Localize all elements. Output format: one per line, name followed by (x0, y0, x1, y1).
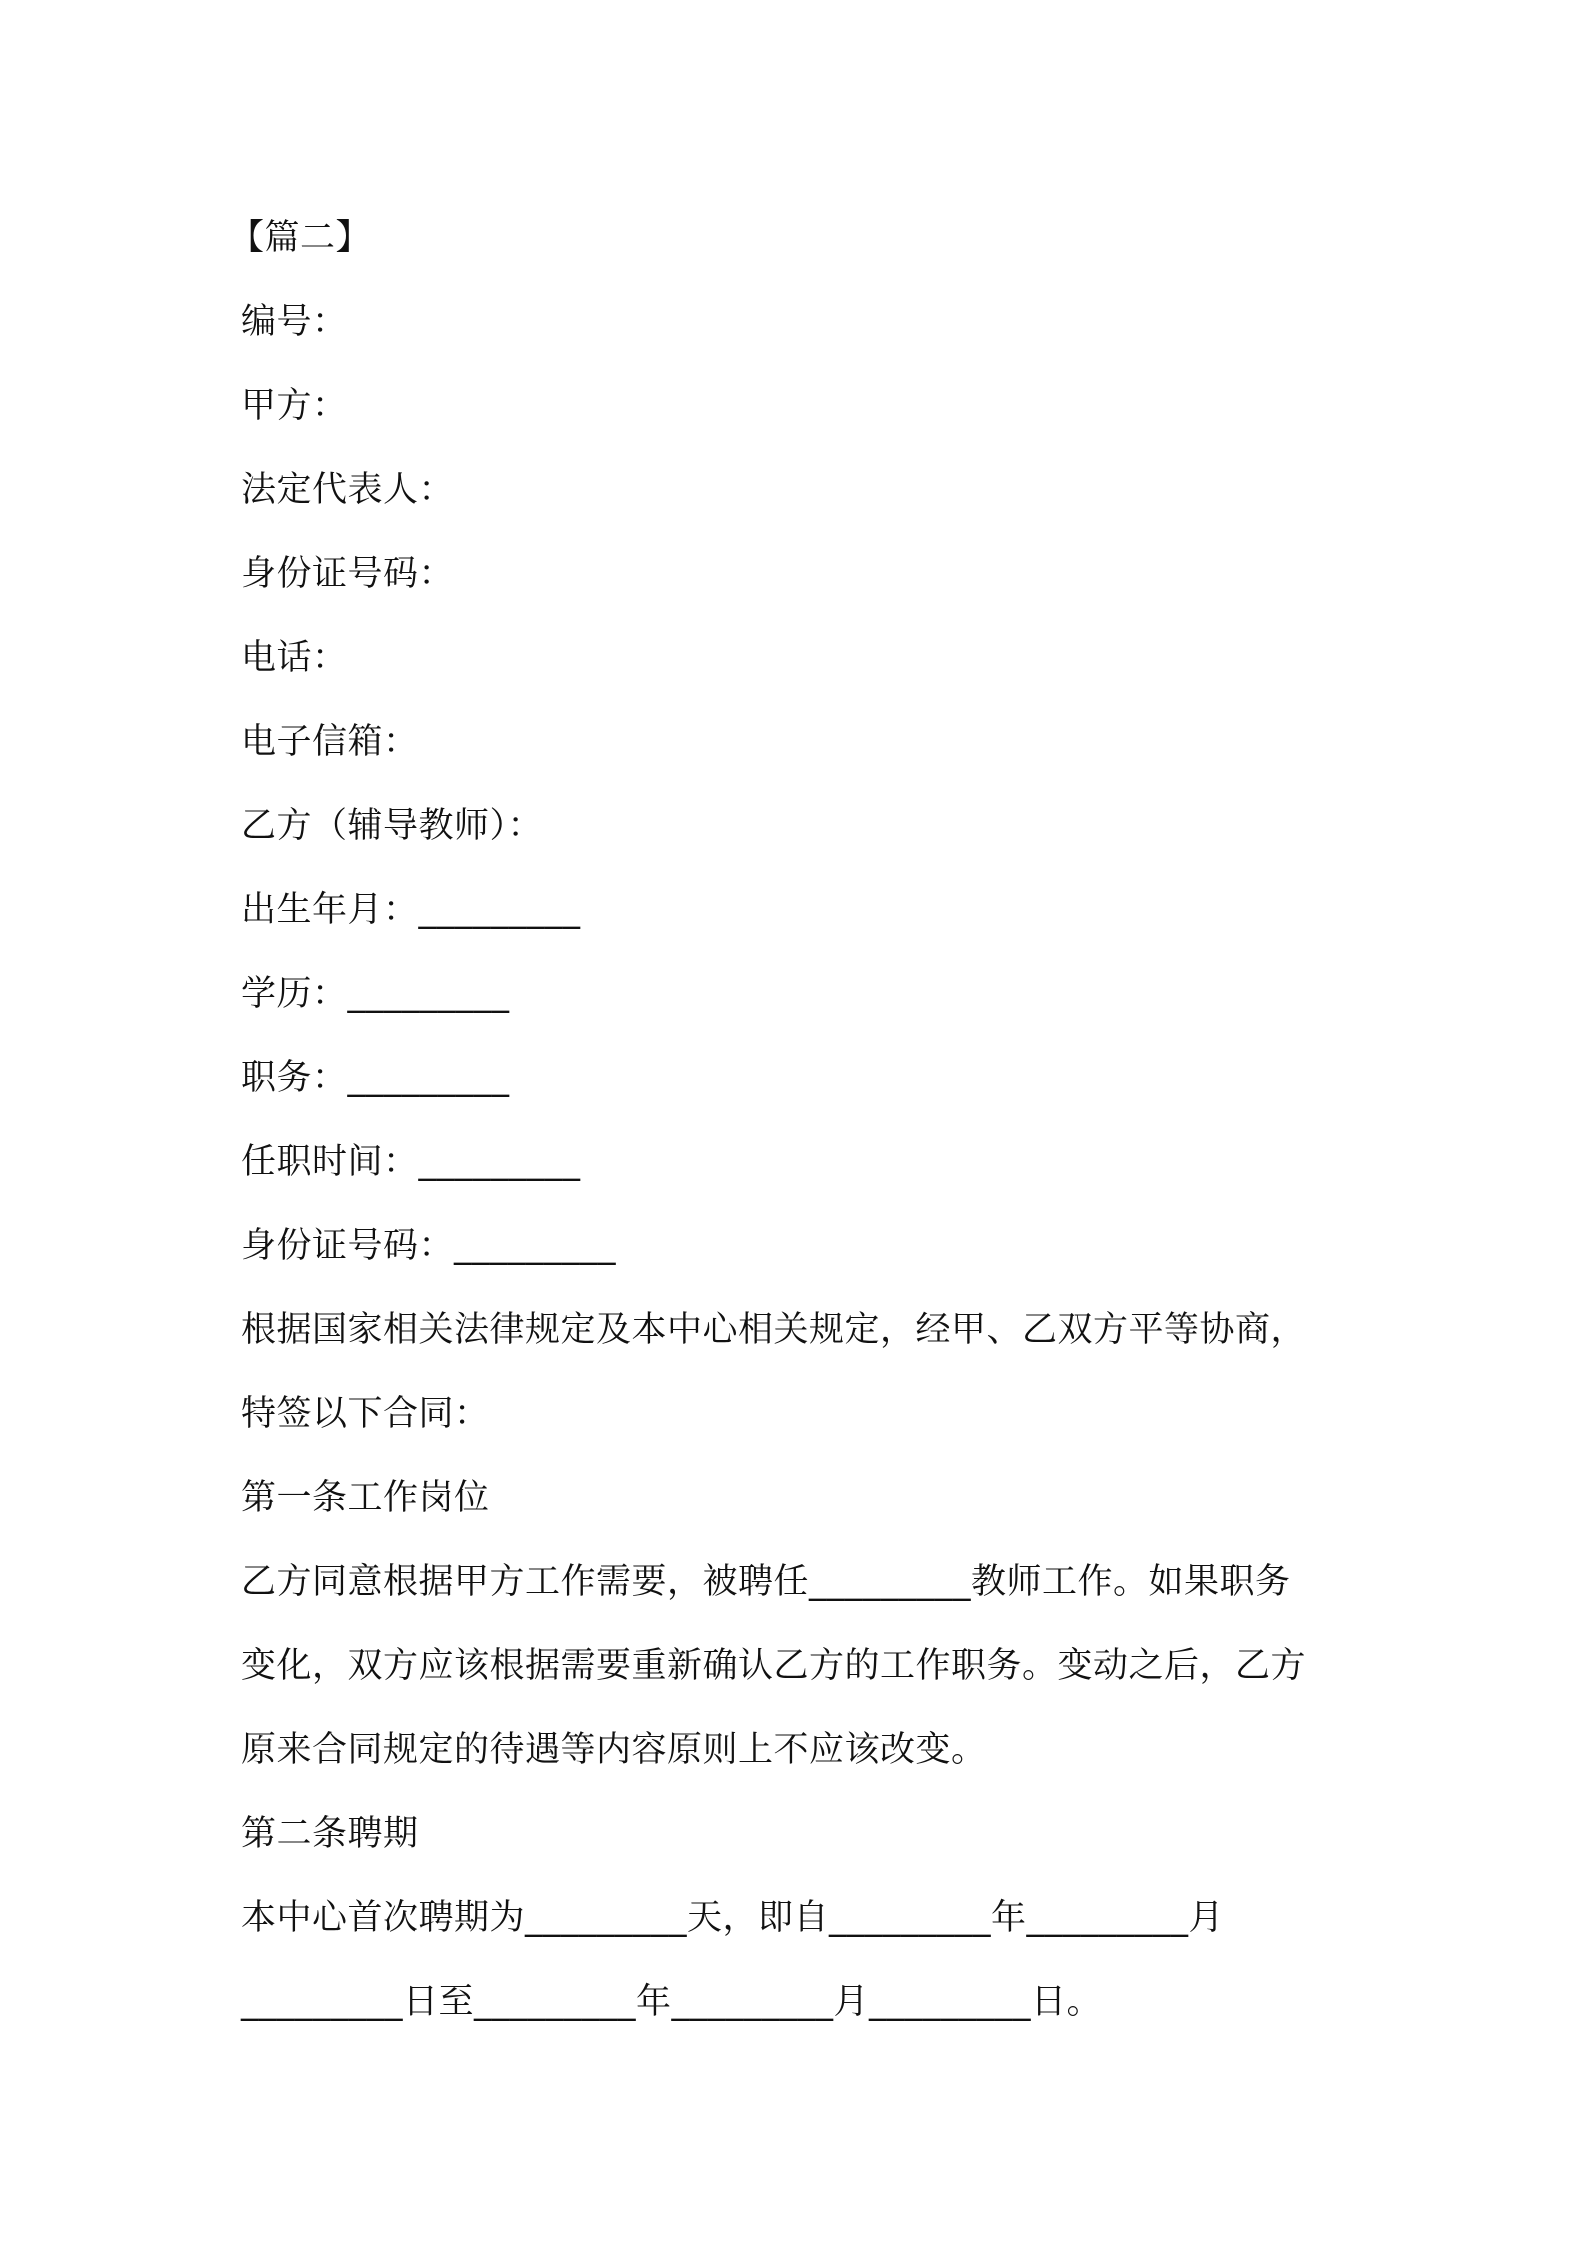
article-1-title: 第一条工作岗位 (241, 1478, 490, 1518)
field-phone: 电话： (241, 638, 348, 678)
intro-paragraph-line: 特签以下合同： (241, 1394, 490, 1434)
field-birth-date: 出生年月：_________ (241, 890, 581, 930)
field-tenure: 任职时间：_________ (241, 1142, 581, 1182)
article-2-text-line: _________日至_________年_________月_________日。 (241, 1982, 1103, 2022)
field-email: 电子信箱： (241, 722, 419, 762)
section-heading: 【篇二】 (229, 218, 372, 258)
article-1-text-line: 变化，双方应该根据需要重新确认乙方的工作职务。变动之后，乙方 (241, 1646, 1307, 1686)
article-2-title: 第二条聘期 (241, 1814, 419, 1854)
field-legal-representative: 法定代表人： (241, 470, 455, 510)
article-1-text-line: 乙方同意根据甲方工作需要，被聘任_________教师工作。如果职务 (241, 1562, 1291, 1602)
field-id-number-a: 身份证号码： (241, 554, 455, 594)
field-id-number-b: 身份证号码：_________ (241, 1226, 617, 1266)
article-2-text-line: 本中心首次聘期为_________天，即自_________年_________月 (241, 1898, 1225, 1938)
field-party-a: 甲方： (241, 386, 348, 426)
field-education: 学历：_________ (241, 974, 510, 1014)
field-party-b: 乙方（辅导教师）： (241, 806, 544, 846)
intro-paragraph-line: 根据国家相关法律规定及本中心相关规定，经甲、乙双方平等协商， (241, 1310, 1307, 1350)
field-position: 职务：_________ (241, 1058, 510, 1098)
field-number: 编号： (241, 302, 348, 342)
article-1-text-line: 原来合同规定的待遇等内容原则上不应该改变。 (241, 1730, 987, 1770)
document-body (229, 196, 1361, 2044)
